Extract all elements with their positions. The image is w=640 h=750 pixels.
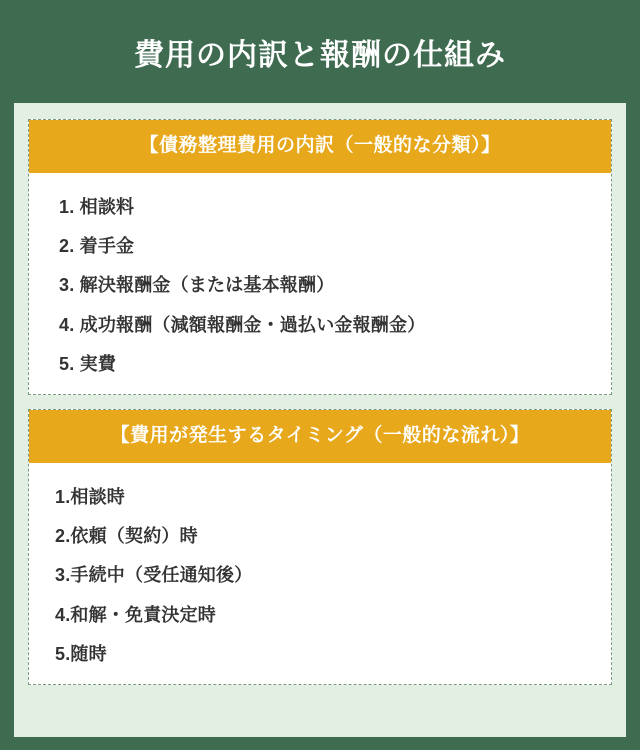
list-item: 2.依頼（契約）時 — [55, 526, 198, 547]
list-item: 3.手続中（受任通知後） — [55, 565, 253, 586]
list-item: 5.随時 — [55, 644, 107, 665]
card-fee-timing-header: 【費用が発生するタイミング（一般的な流れ）】 — [29, 410, 611, 463]
card-fee-breakdown-header: 【債務整理費用の内訳（一般的な分類）】 — [29, 120, 611, 173]
list-item: 5. 実費 — [59, 353, 117, 374]
content-panel — [14, 103, 626, 737]
list-item: 1.相談時 — [55, 486, 126, 507]
list-item: 1. 相談料 — [59, 196, 135, 217]
card-fee-timing-body — [29, 463, 611, 684]
list-item: 2. 着手金 — [59, 235, 135, 256]
card-fee-timing — [28, 409, 612, 685]
list-item: 4.和解・免責決定時 — [55, 604, 217, 625]
list-item: 4. 成功報酬（減額報酬金・過払い金報酬金） — [59, 314, 426, 335]
list-item: 3. 解決報酬金（または基本報酬） — [59, 275, 335, 296]
card-fee-breakdown-body — [29, 173, 611, 394]
card-fee-breakdown — [28, 119, 612, 395]
page-title: 費用の内訳と報酬の仕組み — [134, 39, 506, 72]
